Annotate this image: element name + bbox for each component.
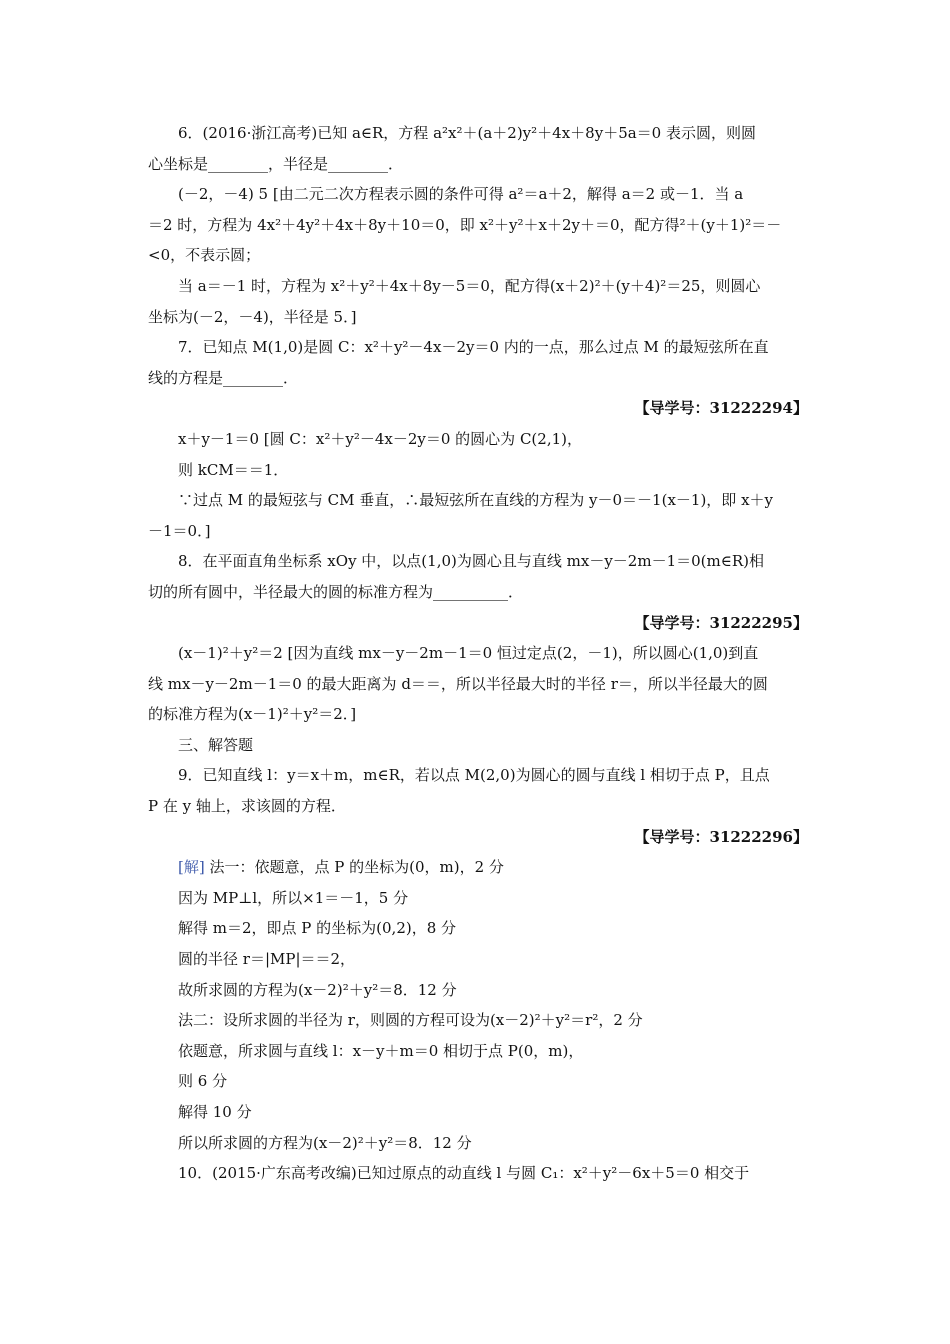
text-line bbox=[148, 363, 808, 394]
line-text: 6．(2016·浙江高考)已知 a∈R，方程 a²x²＋(a＋2)y²＋4x＋8y＋5a＝0 表示圆，则圆 bbox=[178, 124, 756, 142]
text-line bbox=[148, 944, 808, 975]
line-text: 法一：依题意，点 P 的坐标为(0，m)，2 分 bbox=[204, 858, 504, 877]
text-line bbox=[148, 883, 808, 914]
text-line bbox=[148, 1036, 808, 1067]
line-text: 因为 MP⊥l，所以×1＝－1，5 分 bbox=[178, 888, 409, 907]
text-line bbox=[148, 638, 808, 669]
line-text: －1＝0．] bbox=[148, 521, 211, 540]
line-text: 法二：设所求圆的半径为 r，则圆的方程可设为(x－2)²＋y²＝r²，2 分 bbox=[178, 1011, 643, 1030]
line-text: ∵过点 M 的最短弦与 CM 垂直，∴最短弦所在直线的方程为 y－0＝－1(x－1)，即 x＋y bbox=[178, 491, 774, 510]
line-text: 线 mx－y－2m－1＝0 的最大距离为 d＝＝，所以半径最大时的半径 r＝，所以半径最大的圆 bbox=[148, 674, 768, 693]
text-line bbox=[148, 699, 808, 730]
text-line bbox=[148, 1005, 808, 1036]
line-text: 依题意，所求圆与直线 l：x－y＋m＝0 相切于点 P(0，m)， bbox=[178, 1041, 584, 1060]
text-line bbox=[148, 302, 808, 333]
text-line bbox=[148, 424, 808, 455]
text-line bbox=[148, 546, 808, 577]
text-line bbox=[148, 485, 808, 516]
line-text: 7．已知点 M(1,0)是圆 C：x²＋y²－4x－2y＝0 内的一点，那么过点 M 的最短弦所在直 bbox=[178, 338, 769, 357]
text-line bbox=[148, 1128, 808, 1159]
text-line bbox=[148, 455, 808, 486]
line-text: 心坐标是________，半径是________． bbox=[148, 154, 404, 173]
line-text: 【导学号：31222294】 bbox=[634, 399, 808, 418]
line-text: 【导学号：31222295】 bbox=[634, 613, 808, 632]
text-line bbox=[148, 1158, 808, 1189]
line-text: ＝2 时，方程为 4x²＋4y²＋4x＋8y＋10＝0，即 x²＋y²＋x＋2y＋＝0，配方得²＋(y＋1)²＝－ bbox=[148, 215, 782, 234]
line-text: P 在 y 轴上，求该圆的方程． bbox=[148, 797, 346, 816]
text-line bbox=[148, 760, 808, 791]
text-line bbox=[148, 210, 808, 241]
text-line bbox=[148, 730, 808, 761]
line-text: 【导学号：31222296】 bbox=[634, 827, 808, 846]
line-text: 三、解答题 bbox=[178, 735, 254, 754]
line-text: 10．(2015·广东高考改编)已知过原点的动直线 l 与圆 C₁：x²＋y²－6x＋5＝0 相交于 bbox=[178, 1164, 750, 1183]
line-text: 当 a＝－1 时，方程为 x²＋y²＋4x＋8y－5＝0，配方得(x＋2)²＋(y＋4)²＝25，则圆心 bbox=[178, 276, 761, 295]
text-line bbox=[148, 332, 808, 363]
text-line bbox=[148, 913, 808, 944]
line-text: 解得 m＝2，即点 P 的坐标为(0,2)，8 分 bbox=[178, 919, 457, 938]
line-text: 的标准方程为(x－1)²＋y²＝2．] bbox=[148, 705, 357, 724]
line-text: 9．已知直线 l：y＝x＋m，m∈R，若以点 M(2,0)为圆心的圆与直线 l 相切于点 P，且点 bbox=[178, 766, 770, 785]
line-text: 切的所有圆中，半径最大的圆的标准方程为__________． bbox=[148, 582, 524, 601]
line-text: (－2，－4) 5 [由二元二次方程表示圆的条件可得 a²＝a＋2，解得 a＝2 或－1．当 a bbox=[178, 185, 744, 204]
line-text: 所以所求圆的方程为(x－2)²＋y²＝8．12 分 bbox=[178, 1133, 472, 1152]
text-line bbox=[148, 669, 808, 700]
solution-tag: [解] bbox=[178, 858, 205, 877]
text-line bbox=[148, 822, 808, 853]
text-line bbox=[148, 1066, 808, 1097]
text-line bbox=[148, 179, 808, 210]
text-line bbox=[148, 118, 808, 149]
text-line bbox=[148, 1097, 808, 1128]
text-line bbox=[148, 516, 808, 547]
line-text: 故所求圆的方程为(x－2)²＋y²＝8．12 分 bbox=[178, 980, 457, 999]
line-text: 8．在平面直角坐标系 xOy 中，以点(1,0)为圆心且与直线 mx－y－2m－1＝0(m∈R)相 bbox=[178, 552, 764, 571]
text-line bbox=[148, 149, 808, 180]
line-text: x＋y－1＝0 [圆 C：x²＋y²－4x－2y＝0 的圆心为 C(2,1)， bbox=[178, 429, 582, 448]
text-line bbox=[148, 240, 808, 271]
line-text: 则 6 分 bbox=[178, 1072, 228, 1091]
text-line bbox=[148, 852, 808, 883]
line-text: 解得 10 分 bbox=[178, 1103, 252, 1121]
document-page bbox=[148, 118, 808, 1189]
line-text: (x－1)²＋y²＝2 [因为直线 mx－y－2m－1＝0 恒过定点(2，－1)，所以圆心(1,0)到直 bbox=[178, 644, 759, 663]
line-text: 圆的半径 r＝|MP|＝＝2， bbox=[178, 950, 356, 969]
text-line bbox=[148, 577, 808, 608]
text-line bbox=[148, 975, 808, 1006]
line-text: 坐标为(－2，－4)，半径是 5．] bbox=[148, 307, 357, 326]
text-line bbox=[148, 393, 808, 424]
line-text: 则 kCM＝＝1． bbox=[178, 460, 289, 479]
text-line bbox=[148, 791, 808, 822]
text-line bbox=[148, 608, 808, 639]
line-text: 线的方程是________． bbox=[148, 368, 299, 387]
line-text: <0，不表示圆； bbox=[148, 246, 261, 265]
text-line bbox=[148, 271, 808, 302]
